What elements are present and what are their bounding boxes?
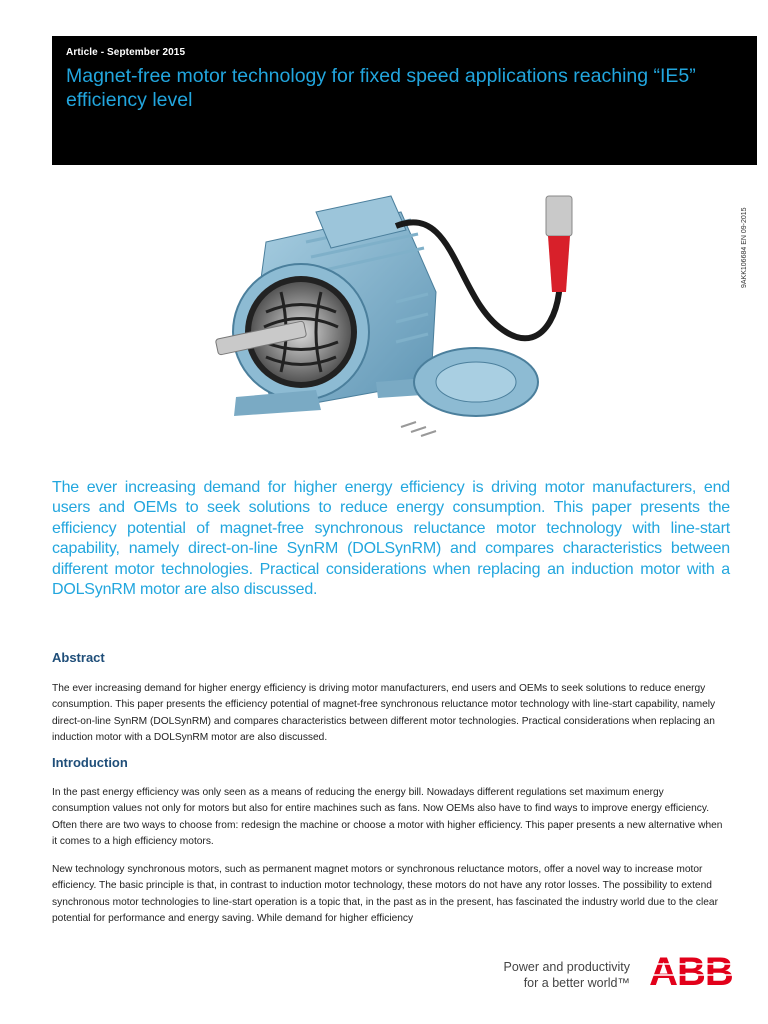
intro-paragraph-2: New technology synchronous motors, such as permanent magnet motors or synchronous reluctance motors, offer a novel way to increase motor efficiency. The basic principle is that, in contrast to induction motor technology, these motors do not have any rotor losses. The possibility to extend synchronous motor technologies to line-start operation is a topic that, in the past as in the present, has fascinated the industry world due to the clear potential for performance and energy saving. While demand for higher efficiency	[52, 864, 718, 925]
motor-illustration	[196, 182, 588, 444]
intro-paragraph-1: In the past energy efficiency was only seen as a means of reducing the energy bill. Nowadays different regulations set maximum energy consumption values not only for motors but also for entire machines such as fans. Now OEMs also have to find ways to improve energy efficiency. Often there are two ways to choose from: redesign the machine or choose a motor with higher efficiency. This paper presents a new alternative when it comes to a high efficiency motors.	[52, 787, 723, 848]
page-title: Magnet-free motor technology for fixed speed applications reaching “IE5” efficiency level	[66, 65, 696, 111]
tagline-line-1: Power and productivity	[503, 960, 630, 974]
document-code: 9AKK106684 EN 09-2015	[741, 207, 748, 288]
abstract-text: The ever increasing demand for higher energy efficiency is driving motor manufacturers, end users and OEMs to seek solutions to reduce energy consumption. This paper presents the efficiency potential of magnet-free synchronous reluctance motor technology with line-start capability, namely direct-on-line SynRM (DOLSynRM) and compares characteristics between different motor technologies. Practical considerations when replacing an induction motor with a DOLSynRM motor are also discussed.	[52, 683, 716, 744]
lead-paragraph: The ever increasing demand for higher energy efficiency is driving motor manufacturers, end users and OEMs to seek solutions to reduce energy consumption. This paper presents the efficiency potential of magnet-free synchronous reluctance motor technology with line-start capability, namely direct-on-line SynRM (DOLSynRM) and compares characteristics between different motor technologies. Practical considerations when replacing an induction motor with a DOLSynRM motor are also discussed.	[52, 479, 730, 599]
title-banner	[52, 36, 757, 165]
footer-tagline	[460, 959, 630, 991]
svg-text:ABB: ABB	[649, 951, 733, 989]
abstract-heading: Abstract	[52, 650, 105, 665]
article-date: Article - September 2015	[66, 47, 186, 58]
introduction-heading: Introduction	[52, 755, 128, 770]
abb-logo	[641, 951, 741, 989]
tagline-line-2: for a better world™	[523, 976, 630, 990]
